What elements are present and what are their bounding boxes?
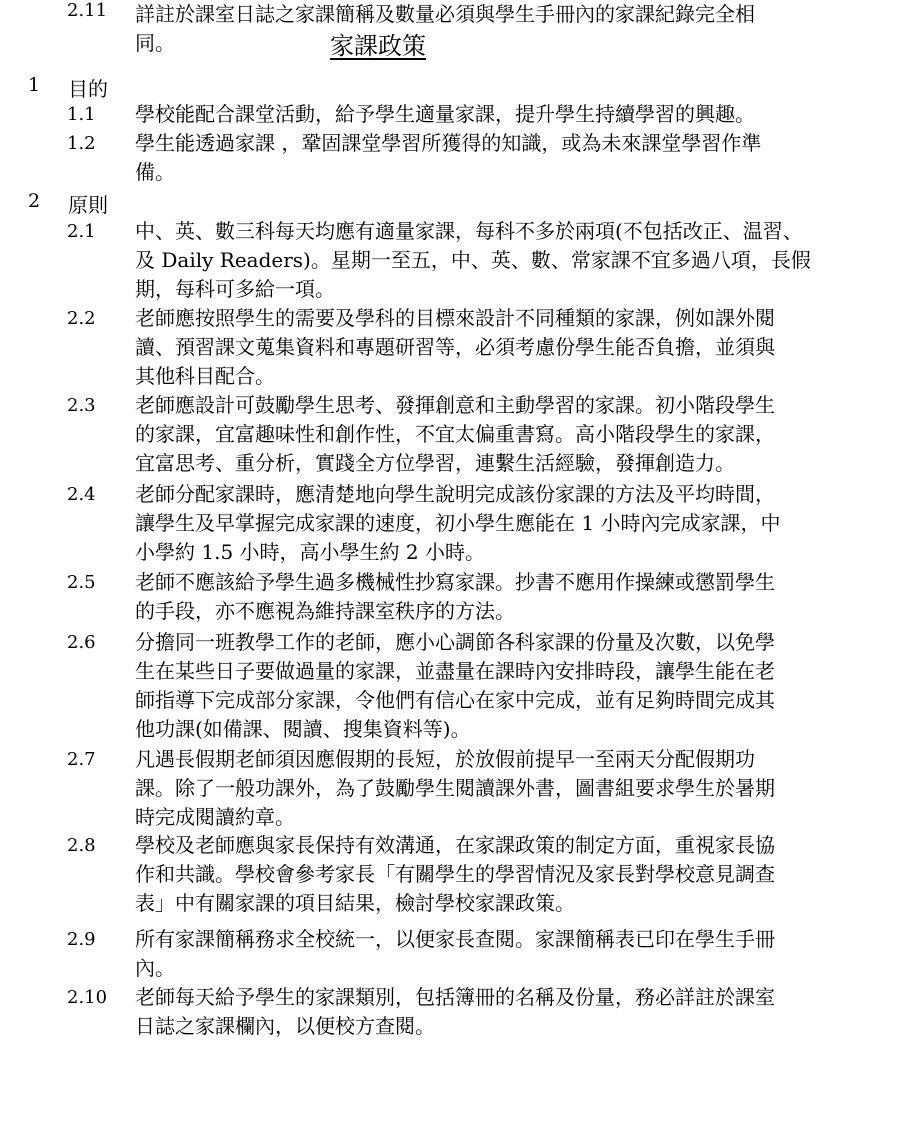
item-number: 2.7 xyxy=(67,749,96,770)
item-line: 學校及老師應與家長保持有效溝通，在家課政策的制定方面，重視家長協 xyxy=(135,833,775,857)
section-heading: 目的 xyxy=(68,77,108,101)
item-line: 老師每天給予學生的家課類別，包括簿冊的名稱及份量，務必詳註於課室 xyxy=(135,985,775,1009)
item-line: 日誌之家課欄內，以便校方查閱。 xyxy=(135,1014,435,1038)
item-line: 所有家課簡稱務求全校統一，以便家長查閱。家課簡稱表已印在學生手冊 xyxy=(135,927,775,951)
item-line: 內。 xyxy=(135,956,175,980)
item-number: 2.8 xyxy=(67,835,96,856)
item-number: 1.1 xyxy=(67,104,96,125)
item-line: 詳註於課室日誌之家課簡稱及數量必須與學生手冊內的家課紀錄完全相 xyxy=(135,2,755,26)
item-line: 小學約 1.5 小時，高小學生約 2 小時。 xyxy=(135,540,485,564)
section-heading: 原則 xyxy=(68,193,108,217)
item-paragraph xyxy=(135,391,863,478)
item-line: 同。 xyxy=(135,31,175,55)
item-line: 分擔同一班教學工作的老師，應小心調節各科家課的份量及次數，以免學 xyxy=(135,630,775,654)
item-paragraph xyxy=(135,304,863,391)
item-paragraph xyxy=(135,0,863,58)
item-paragraph xyxy=(135,831,863,918)
item-number: 1.2 xyxy=(67,133,96,154)
item-number: 2.3 xyxy=(67,395,96,416)
item-number: 2.2 xyxy=(67,308,96,329)
item-line: 生在某些日子要做過量的家課，並盡量在課時內安排時段，讓學生能在老 xyxy=(135,659,775,683)
item-paragraph xyxy=(135,100,863,129)
item-line: 的家課，宜富趣味性和創作性，不宜太偏重書寫。高小階段學生的家課， xyxy=(135,422,775,446)
item-line: 中、英、數三科每天均應有適量家課，每科不多於兩項(不包括改正、温習、 xyxy=(135,219,803,243)
item-line: 表」中有關家課的項目結果，檢討學校家課政策。 xyxy=(135,891,575,915)
section-number: 1 xyxy=(28,74,41,96)
item-line: 他功課(如備課、閱讀、搜集資料等)。 xyxy=(135,717,471,741)
item-line: 備。 xyxy=(135,160,175,184)
item-paragraph xyxy=(135,217,863,304)
item-number: 2.10 xyxy=(67,987,108,1008)
item-line: 老師分配家課時，應清楚地向學生說明完成該份家課的方法及平均時間， xyxy=(135,482,775,506)
item-line: 凡遇長假期老師須因應假期的長短，於放假前提早一至兩天分配假期功 xyxy=(135,747,755,771)
item-paragraph xyxy=(135,925,863,983)
item-line: 老師不應該給予學生過多機械性抄寫家課。抄書不應用作操練或懲罰學生 xyxy=(135,570,775,594)
item-line: 期，每科可多給一項。 xyxy=(135,277,335,301)
item-paragraph xyxy=(135,983,863,1041)
item-line: 讀、預習課文蒐集資料和專題研習等，必須考慮份學生能否負擔，並須與 xyxy=(135,335,775,359)
section-number: 2 xyxy=(28,190,41,212)
item-line: 其他科目配合。 xyxy=(135,364,275,388)
item-line: 的手段，亦不應視為維持課室秩序的方法。 xyxy=(135,599,515,623)
item-line: 師指導下完成部分家課，令他們有信心在家中完成，並有足夠時間完成其 xyxy=(135,688,775,712)
item-line: 學校能配合課堂活動，給予學生適量家課，提升學生持續學習的興趣。 xyxy=(135,102,755,126)
item-line: 讓學生及早掌握完成家課的速度，初小學生應能在 1 小時內完成家課，中 xyxy=(135,511,781,535)
page-title: 家課政策 xyxy=(330,32,426,60)
item-paragraph xyxy=(135,745,863,832)
item-line: 學生能透過家課 ，鞏固課堂學習所獲得的知識，或為未來課堂學習作準 xyxy=(135,131,762,155)
item-line: 宜富思考、重分析，實踐全方位學習，連繫生活經驗，發揮創造力。 xyxy=(135,451,735,475)
item-number: 2.9 xyxy=(67,929,96,950)
item-line: 老師應設計可鼓勵學生思考、發揮創意和主動學習的家課。初小階段學生 xyxy=(135,393,775,417)
item-line: 課。除了一般功課外，為了鼓勵學生閱讀課外書，圖書組要求學生於暑期 xyxy=(135,776,775,800)
item-paragraph xyxy=(135,480,863,567)
item-number: 2.1 xyxy=(67,221,96,242)
item-number: 2.6 xyxy=(67,632,96,653)
item-paragraph xyxy=(135,129,863,187)
item-number: 2.5 xyxy=(67,572,96,593)
item-line: 作和共識。學校會參考家長「有關學生的學習情況及家長對學校意見調查 xyxy=(135,862,775,886)
item-line: 老師應按照學生的需要及學科的目標來設計不同種類的家課，例如課外閱 xyxy=(135,306,775,330)
item-line: 時完成閱讀約章。 xyxy=(135,805,295,829)
item-number: 2.11 xyxy=(67,0,108,21)
item-number: 2.4 xyxy=(67,484,96,505)
item-line: 及 Daily Readers)。星期一至五，中、英、數、常家課不宜多過八項，長假 xyxy=(135,248,811,272)
item-paragraph xyxy=(135,628,863,744)
item-paragraph xyxy=(135,568,863,626)
